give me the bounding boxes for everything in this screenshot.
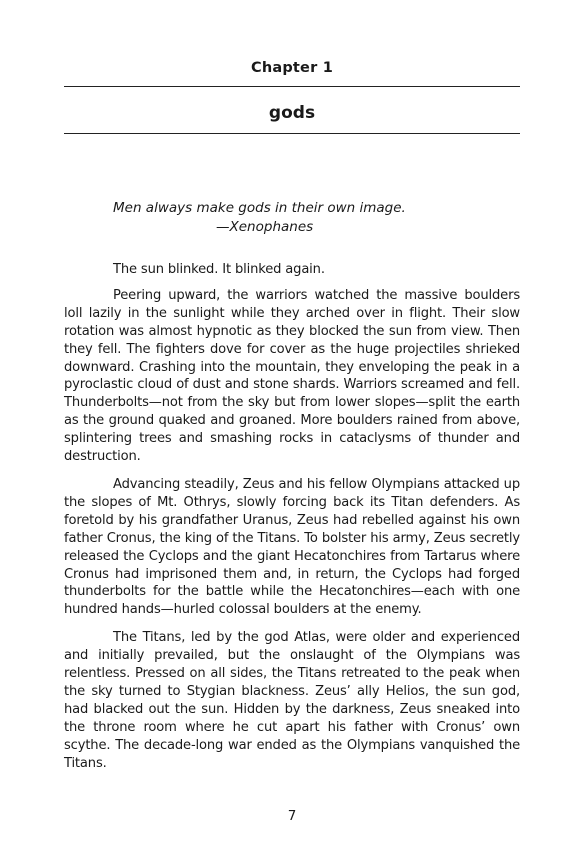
header-rule-top [64,86,520,87]
header-rule-bottom [64,133,520,134]
chapter-label: Chapter 1 [251,60,333,76]
paragraph: Advancing steadily, Zeus and his fellow Olympians attacked up the slopes of Mt. Othrys, slowly forcing back its Titan defenders. As foretold by his grandfather Uranus, Zeus had rebelled against his own father Cronus, the king of the Titans. To bolster his army, Zeus secretly released the Cyclops and the giant Hecatonchires from Tartarus where Cronus had imprisoned them and, in return, the Cyclops had forged thunderbolts for the battle while the Hecatonchires—each with one hundred hands—hurled colossal boulders at the enemy. [64,476,520,618]
page-number: 7 [287,808,297,824]
paragraph: The Titans, led by the god Atlas, were older and experienced and initially prevailed, but the onslaught of the Olympians was relentless. Pressed on all sides, the Titans retreated to the peak when the sky turned to Stygian blackness. Zeus’ ally Helios, the sun god, had blacked out the sun. Hidden by the darkness, Zeus sneaked into the throne room where he cut apart his father with Cronus’ own scythe. The decade-long war ended as the Olympians vanquished the Titans. [64,630,520,771]
epigraph-quote: Men always make gods in their own image. [113,200,406,216]
epigraph-attribution: —Xenophanes [216,219,314,235]
paragraph: The sun blinked. It blinked again. [113,262,325,277]
body-text [64,261,520,782]
chapter-title: gods [268,103,316,123]
epigraph [113,199,443,237]
paragraph: Peering upward, the warriors watched the massive boulders loll lazily in the sunlight while they arched over in flight. Their slow rotation was almost hypnotic as they blocked the sun from view. Then they fell. The fighters dove for cover as the huge projectiles shrieked downward. Crashing into the mountain, they enveloping the peak in a pyroclastic cloud of dust and stone shards. Warriors screamed and fell. Thunderbolts—not from the sky but from lower slopes—split the earth as the ground quaked and groaned. More boulders rained from above, splintering trees and smashing rocks in cataclysms of thunder and destruction. [64,287,520,465]
